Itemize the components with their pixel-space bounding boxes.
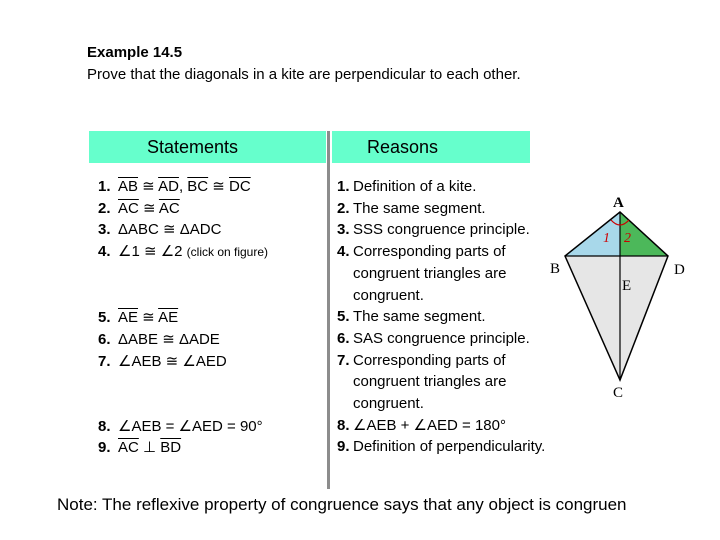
statement-part: ∠AEB ≅ ∠AED — [118, 352, 227, 370]
statement-number: 2. — [98, 199, 111, 217]
statement-text — [118, 353, 227, 370]
reason-row — [337, 263, 545, 285]
reason-number: 3. — [337, 221, 350, 239]
reason-text: congruent triangles are — [353, 264, 507, 282]
vertex-label-d: D — [674, 262, 685, 278]
reason-row — [337, 219, 545, 241]
statement-number: 7. — [98, 352, 111, 370]
statement-row — [98, 416, 268, 438]
statement-row — [98, 307, 268, 329]
reason-text: Corresponding parts of — [353, 243, 506, 261]
kite-figure[interactable] — [540, 190, 720, 400]
reason-number: 2. — [337, 199, 350, 217]
statement-row — [98, 264, 268, 286]
reason-text: ∠AEB + ∠AED = 180° — [353, 416, 506, 434]
reason-text: Definition of a kite. — [353, 178, 477, 195]
statement-number: 3. — [98, 221, 111, 239]
statement-number: 4. — [98, 243, 111, 261]
reasons-header: Reasons — [367, 137, 439, 157]
statement-part: ≅ — [138, 178, 159, 195]
statement-number: 1. — [98, 178, 111, 195]
kite-bottom-region[interactable] — [565, 256, 668, 380]
reasons-column — [337, 176, 545, 458]
reason-row — [337, 176, 545, 198]
statement-text — [118, 178, 251, 195]
reason-text: SAS congruence principle. — [353, 329, 530, 347]
statement-number: 6. — [98, 330, 111, 348]
statement-part: ∠1 ≅ ∠2 — [118, 243, 187, 261]
statement-number: 8. — [98, 417, 111, 435]
statement-row — [98, 176, 268, 198]
statement-row — [98, 198, 268, 220]
statements-header: Statements — [147, 137, 239, 157]
reason-text: The same segment. — [353, 199, 486, 217]
statement-row — [98, 351, 268, 373]
statement-row — [98, 241, 268, 264]
reason-row — [337, 306, 545, 328]
vertex-label-b: B — [550, 261, 561, 277]
example-title: Example 14.5 — [87, 44, 183, 61]
reason-number: 8. — [337, 416, 350, 434]
statement-text — [118, 221, 221, 238]
reason-row — [337, 415, 545, 437]
statement-number: 5. — [98, 309, 111, 327]
reason-number: 6. — [337, 329, 350, 347]
vertex-label-c: C — [613, 385, 624, 400]
angle-1-label: 1 — [603, 231, 610, 246]
segment: $\overline{DC}$ — [229, 178, 251, 195]
reason-text: congruent triangles are — [353, 373, 507, 391]
reason-row — [337, 241, 545, 263]
statement-part: ΔABC ≅ ΔADC — [118, 221, 222, 239]
reason-row — [337, 350, 545, 372]
statement-row — [98, 437, 268, 459]
statement-part: ⊥ — [138, 439, 161, 457]
statement-part: ∠AEB = ∠AED = 90° — [118, 417, 263, 435]
statement-text — [118, 439, 181, 456]
statement-text — [118, 243, 268, 260]
vertex-label-a: A — [613, 195, 624, 211]
reason-text: Definition of perpendicularity. — [353, 438, 546, 456]
reason-text: Corresponding parts of — [353, 351, 506, 369]
segment: $\overline{AD}$ — [158, 178, 179, 195]
statement-text — [118, 200, 180, 217]
statement-part: ≅ — [138, 199, 159, 217]
statement-text — [118, 418, 263, 435]
segment: $\overline{AC}$ — [118, 439, 139, 457]
table-divider — [327, 131, 330, 489]
statement-text — [118, 309, 178, 326]
reason-row — [337, 436, 545, 458]
reason-row — [337, 371, 545, 393]
segment: $\overline{AE}$ — [118, 309, 139, 327]
statement-number: 9. — [98, 439, 111, 457]
segment: $\overline{AC}$ — [118, 199, 139, 217]
reason-number: 1. — [337, 178, 350, 195]
statement-row — [98, 329, 268, 351]
angle-2-label: 2 — [624, 231, 631, 246]
statement-text — [118, 331, 220, 348]
statement-part: ≅ — [138, 309, 159, 327]
segment: $\overline{BC}$ — [187, 178, 209, 195]
reason-number: 9. — [337, 438, 350, 456]
statement-part: ΔABE ≅ ΔADE — [118, 330, 220, 348]
reason-number: 7. — [337, 351, 350, 369]
statement-part: ≅ — [208, 178, 230, 195]
statement-part: (click on figure) — [186, 245, 269, 260]
statements-column — [98, 176, 268, 459]
statement-row — [98, 219, 268, 241]
statement-row — [98, 286, 268, 308]
reason-row — [337, 285, 545, 307]
statement-part: , — [178, 178, 188, 195]
problem-statement: Prove that the diagonals in a kite are perpendicular to each other. — [87, 66, 521, 83]
statement-row — [98, 394, 268, 416]
segment: $\overline{AC}$ — [158, 199, 180, 217]
segment: $\overline{AE}$ — [158, 309, 179, 327]
reason-text: congruent. — [353, 286, 424, 304]
segment: $\overline{AB}$ — [118, 178, 139, 195]
point-label-e: E — [622, 278, 632, 294]
reason-number: 4. — [337, 243, 350, 261]
reason-number: 5. — [337, 308, 350, 326]
reason-text: SSS congruence principle. — [353, 221, 530, 239]
note-text: Note: The reflexive property of congruence says that any object is congruen — [57, 495, 627, 514]
reason-row — [337, 198, 545, 220]
statement-row — [98, 372, 268, 394]
reason-text: congruent. — [353, 395, 424, 413]
reason-text: The same segment. — [353, 308, 486, 326]
segment: $\overline{BD}$ — [160, 439, 182, 457]
reason-row — [337, 328, 545, 350]
reason-row — [337, 393, 545, 415]
